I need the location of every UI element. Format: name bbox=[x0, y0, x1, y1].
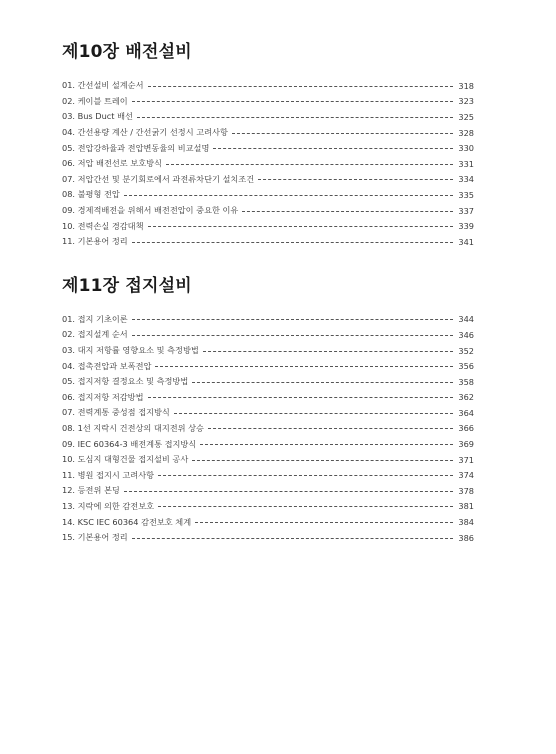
toc-entry[interactable] bbox=[62, 483, 474, 499]
dotted-leader bbox=[192, 460, 453, 461]
toc-list bbox=[62, 312, 474, 546]
toc-entry-label: 10. 전력손실 경감대책 bbox=[62, 220, 144, 231]
toc-page-number: 325 bbox=[458, 111, 474, 122]
toc-page-number: 371 bbox=[458, 454, 474, 465]
dotted-leader bbox=[258, 179, 453, 180]
dotted-leader bbox=[158, 506, 453, 507]
dotted-leader bbox=[232, 133, 453, 134]
dotted-leader bbox=[192, 382, 453, 383]
dotted-leader bbox=[124, 195, 453, 196]
toc-entry-label: 02. 접지설계 순서 bbox=[62, 329, 128, 340]
toc-entry[interactable] bbox=[62, 405, 474, 421]
dotted-leader bbox=[242, 211, 453, 212]
toc-entry[interactable] bbox=[62, 140, 474, 156]
toc-page-number: 369 bbox=[458, 439, 474, 450]
dotted-leader bbox=[158, 475, 453, 476]
dotted-leader bbox=[208, 428, 453, 429]
dotted-leader bbox=[155, 366, 453, 367]
dotted-leader bbox=[174, 413, 453, 414]
toc-page-number: 318 bbox=[458, 80, 474, 91]
toc-page-number: 356 bbox=[458, 361, 474, 372]
toc-entry-label: 07. 전력계통 중성점 접지방식 bbox=[62, 407, 170, 418]
toc-entry-label: 03. 대지 저항률 영향요소 및 측정방법 bbox=[62, 345, 199, 356]
toc-entry[interactable] bbox=[62, 218, 474, 234]
toc-entry-label: 10. 도심지 대형건물 접지설비 공사 bbox=[62, 454, 189, 465]
chapter-section bbox=[62, 42, 474, 250]
toc-entry-label: 13. 지락에 의한 감전보호 bbox=[62, 500, 155, 511]
toc-page-number: 381 bbox=[458, 501, 474, 512]
toc-page-number: 339 bbox=[458, 221, 474, 232]
toc-entry[interactable] bbox=[62, 187, 474, 203]
toc-entry-label: 15. 기본용어 정리 bbox=[62, 532, 128, 543]
toc-entry[interactable] bbox=[62, 343, 474, 359]
toc-page-number: 352 bbox=[458, 345, 474, 356]
toc-entry-label: 02. 케이블 트레이 bbox=[62, 95, 128, 106]
toc-entry-label: 12. 등전위 본딩 bbox=[62, 485, 120, 496]
toc-page-number: 337 bbox=[458, 205, 474, 216]
dotted-leader bbox=[132, 538, 453, 539]
toc-page-number: 364 bbox=[458, 407, 474, 418]
toc-entry[interactable] bbox=[62, 530, 474, 546]
toc-entry-label: 05. 접지저항 결정요소 및 측정방법 bbox=[62, 376, 189, 387]
dotted-leader bbox=[166, 164, 453, 165]
dotted-leader bbox=[124, 491, 453, 492]
toc-page-number: 378 bbox=[458, 485, 474, 496]
dotted-leader bbox=[148, 397, 454, 398]
toc-entry[interactable] bbox=[62, 436, 474, 452]
toc-entry[interactable] bbox=[62, 312, 474, 328]
dotted-leader bbox=[213, 148, 453, 149]
toc-entry-label: 04. 간선용량 계산 / 간선굵기 선정시 고려사항 bbox=[62, 127, 228, 138]
dotted-leader bbox=[203, 351, 453, 352]
toc-entry-label: 09. IEC 60364-3 배전계통 접지방식 bbox=[62, 438, 197, 449]
dotted-leader bbox=[132, 101, 453, 102]
toc-entry-label: 08. 불평형 전압 bbox=[62, 189, 120, 200]
chapter-title: 제10장 배전설비 bbox=[62, 42, 192, 62]
chapter-section bbox=[62, 276, 474, 546]
dotted-leader bbox=[132, 335, 453, 336]
toc-page-number: 386 bbox=[458, 532, 474, 543]
toc-entry[interactable] bbox=[62, 234, 474, 250]
toc-page-number: 358 bbox=[458, 376, 474, 387]
dotted-leader bbox=[132, 242, 453, 243]
toc-list bbox=[62, 78, 474, 250]
dotted-leader bbox=[200, 444, 453, 445]
toc-entry-label: 03. Bus Duct 배선 bbox=[62, 111, 133, 122]
toc-page-number: 374 bbox=[458, 470, 474, 481]
toc-page-number: 323 bbox=[458, 96, 474, 107]
toc-entry-label: 08. 1선 지락시 건전상의 대지전위 상승 bbox=[62, 422, 204, 433]
toc-page-number: 346 bbox=[458, 329, 474, 340]
toc-body bbox=[62, 42, 474, 545]
toc-entry[interactable] bbox=[62, 109, 474, 125]
chapter-title: 제11장 접지설비 bbox=[62, 275, 192, 296]
toc-entry-label: 01. 간선설비 설계순서 bbox=[62, 80, 144, 91]
toc-entry[interactable] bbox=[62, 499, 474, 515]
toc-entry-label: 14. KSC IEC 60364 감전보호 체계 bbox=[62, 516, 192, 527]
toc-entry-label: 06. 저압 배전선로 보호방식 bbox=[62, 158, 162, 169]
toc-entry[interactable] bbox=[62, 156, 474, 172]
toc-entry[interactable] bbox=[62, 327, 474, 343]
toc-entry[interactable] bbox=[62, 467, 474, 483]
toc-page-number: 330 bbox=[458, 143, 474, 154]
dotted-leader bbox=[148, 86, 454, 87]
toc-entry-label: 07. 저압간선 및 분기회로에서 과전류차단기 설치조건 bbox=[62, 173, 255, 184]
toc-entry[interactable] bbox=[62, 452, 474, 468]
toc-page-number: 334 bbox=[458, 174, 474, 185]
toc-entry-label: 11. 병원 접지시 고려사항 bbox=[62, 469, 155, 480]
toc-entry[interactable] bbox=[62, 390, 474, 406]
dotted-leader bbox=[195, 522, 453, 523]
toc-entry-label: 05. 전압강하율과 전압변동율의 비교설명 bbox=[62, 142, 210, 153]
toc-page-number: 341 bbox=[458, 236, 474, 247]
toc-page-number: 366 bbox=[458, 423, 474, 434]
toc-entry[interactable] bbox=[62, 94, 474, 110]
toc-entry-label: 04. 접촉전압과 보폭전압 bbox=[62, 360, 152, 371]
toc-entry[interactable] bbox=[62, 374, 474, 390]
toc-page-number: 362 bbox=[458, 392, 474, 403]
dotted-leader bbox=[132, 319, 453, 320]
toc-entry[interactable] bbox=[62, 172, 474, 188]
toc-entry[interactable] bbox=[62, 203, 474, 219]
toc-page-number: 344 bbox=[458, 314, 474, 325]
toc-entry-label: 09. 경제적배전을 위해서 배전전압이 중요한 이유 bbox=[62, 205, 239, 216]
toc-entry[interactable] bbox=[62, 78, 474, 94]
toc-entry[interactable] bbox=[62, 125, 474, 141]
toc-page-number: 384 bbox=[458, 517, 474, 528]
toc-page-number: 328 bbox=[458, 127, 474, 138]
toc-entry[interactable] bbox=[62, 358, 474, 374]
toc-entry[interactable] bbox=[62, 421, 474, 437]
toc-entry-label: 06. 접지저항 저감방법 bbox=[62, 391, 144, 402]
toc-entry-label: 11. 기본용어 정리 bbox=[62, 236, 128, 247]
toc-page-number: 331 bbox=[458, 158, 474, 169]
toc-entry-label: 01. 접지 기초이론 bbox=[62, 313, 128, 324]
toc-page-number: 335 bbox=[458, 189, 474, 200]
dotted-leader bbox=[137, 117, 453, 118]
dotted-leader bbox=[148, 226, 454, 227]
toc-entry[interactable] bbox=[62, 514, 474, 530]
